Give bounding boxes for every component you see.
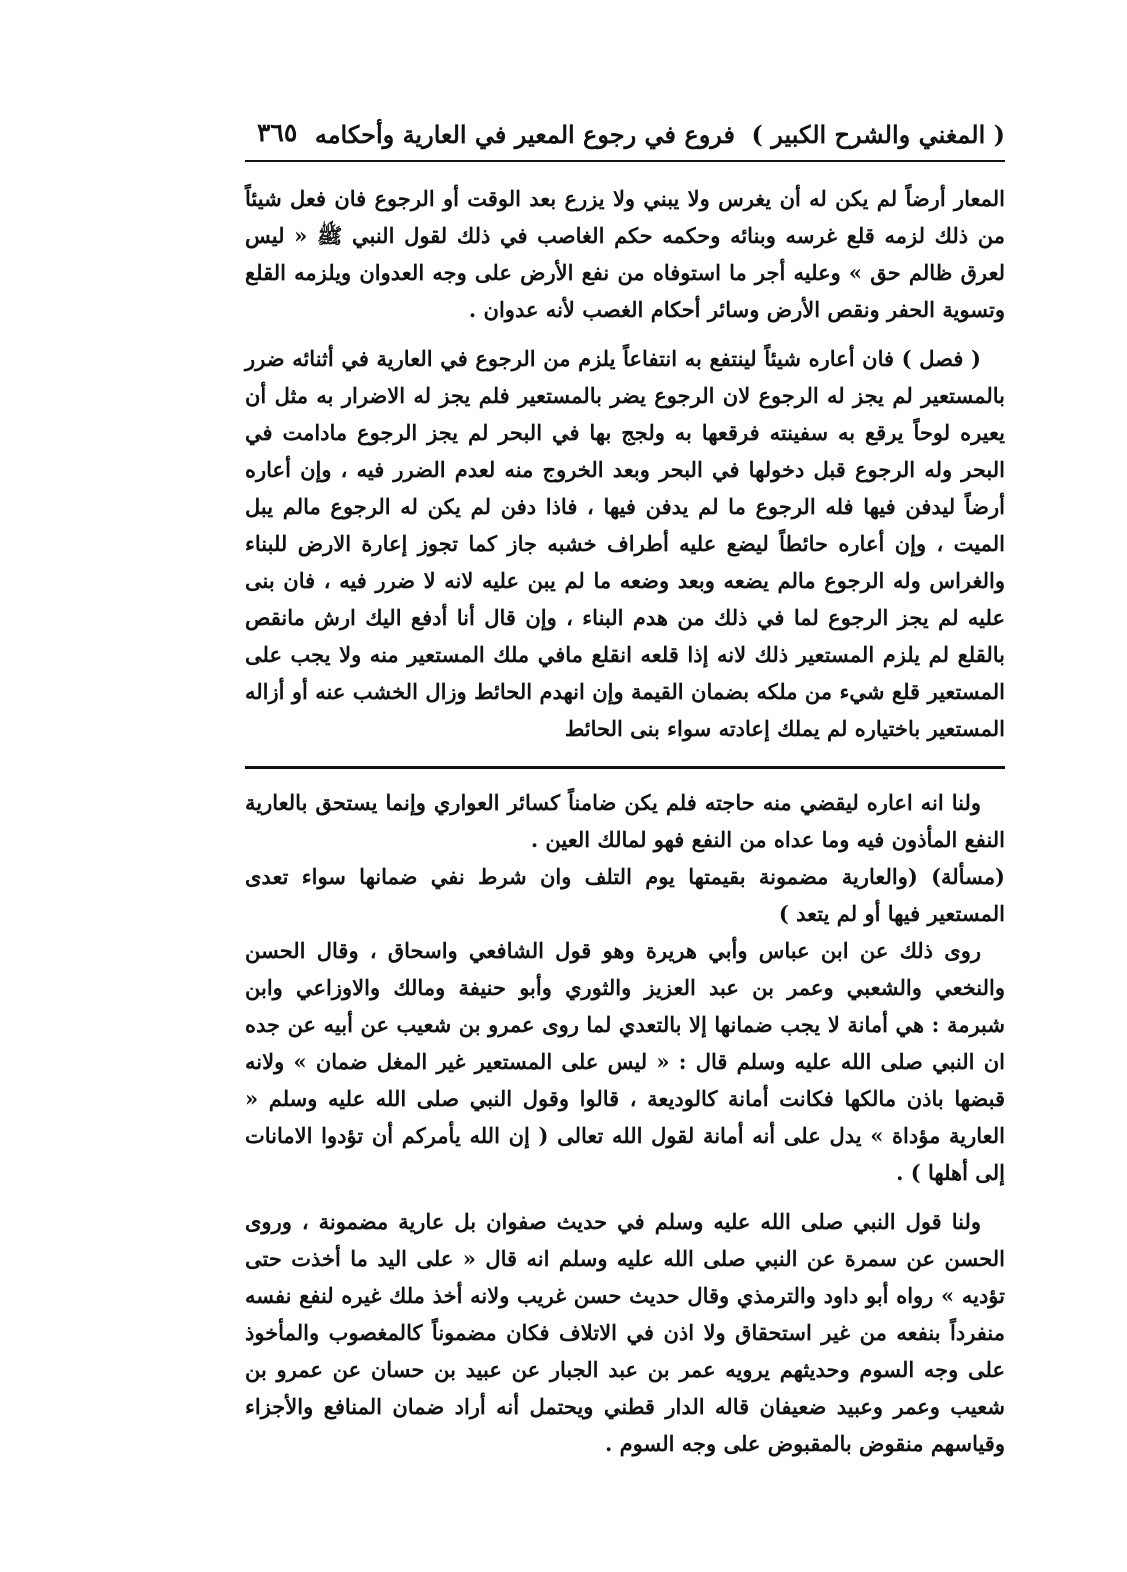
sharh-paragraph: المعار أرضاً لم يكن له أن يغرس ولا يبني ولا يزرع بعد الوقت أو الرجوع فان فعل شيئاً من ذلك لزمه قلع غرسه وبنائه وحكمه حكم الغاصب في ذلك لقول النبي ﷺ « ليس لعرق ظالم حق » وعليه أجر ما استوفاه من نفع الأرض على وجه العدوان ويلزمه القلع وتسوية الحفر ونقص الأرض وسائر أحكام الغصب لأنه عدوان .: [245, 186, 1005, 322]
masala-heading: (مسألة) (والعارية مضمونة بقيمتها يوم التلف وان شرط نفي ضمانها سواء تعدى المستعير فيها أو لم يتعد ): [245, 864, 1005, 926]
page-number: ٣٦٥: [257, 118, 298, 147]
sharh-section: [245, 180, 1005, 747]
header-rule: [245, 160, 1005, 162]
page-header: [245, 118, 1005, 158]
section-divider: [245, 766, 1005, 769]
sharh-paragraph: ( فصل ) فان أعاره شيئاً لينتفع به انتفاعاً يلزم من الرجوع في العارية في أثنائه ضرر بالمستعير لم يجز له الرجوع لان الرجوع يضر بالمستعير فلم يجز له الاضرار به مثل أن يعيره لوحاً يرقع به سفينته فرقعها به ولجج بها في البحر لم يجز الرجوع مادامت في البحر وله الرجوع قبل دخولها في البحر وبعد الخروج منه لعدم الضرر فيه ، وإن أعاره أرضاً ليدفن فيها فله الرجوع ما لم يدفن فيها ، فاذا دفن لم يكن له الرجوع مالم يبل الميت ، وإن أعاره حائطاً ليضع عليه أطراف خشبه جاز كما تجوز إعارة الارض للبناء والغراس وله الرجوع مالم يضعه وبعد وضعه ما لم يبن عليه لانه لا ضرر فيه ، فان بنى عليه لم يجز الرجوع لما في ذلك من هدم البناء ، وإن قال أنا أدفع اليك ارش مانقص بالقلع لم يلزم المستعير ذلك لانه إذا قلعه انقلع مافي ملك المستعير منه ولا يجب على المستعير قلع شيء من ملكه بضمان القيمة وإن انهدم الحائط وزال الخشب عنه أو أزاله المستعير باختياره لم يملك إعادته سواء بنى الحائط: [245, 346, 1005, 741]
header-book-title: ( المغني والشرح الكبير ): [751, 120, 1005, 149]
mughni-paragraph: ولنا قول النبي صلى الله عليه وسلم في حديث صفوان بل عارية مضمونة ، وروى الحسن عن سمرة عن النبي صلى الله عليه وسلم انه قال « على اليد ما أخذت حتى تؤديه » رواه أبو داود والترمذي وقال حديث حسن غريب ولانه أخذ ملك غيره لنفع نفسه منفرداً بنفعه من غير استحقاق ولا اذن في الاتلاف فكان مضموناً كالمغصوب والمأخوذ على وجه السوم وحديثهم يرويه عمر بن عبد الجبار عن عبيد بن حسان عن عمرو بن شعيب وعمر وعبيد ضعيفان قاله الدار قطني ويحتمل أنه أراد ضمان المنافع والأجزاء وقياسهم منقوض بالمقبوض على وجه السوم .: [245, 1209, 1005, 1456]
mughni-paragraph: ولنا انه اعاره ليقضي منه حاجته فلم يكن ضامناً كسائر العواري وإنما يستحق بالعارية النفع المأذون فيه وما عداه من النفع فهو لمالك العين .: [245, 790, 1005, 852]
mughni-section: [245, 784, 1005, 1462]
header-section-title: فروع في رجوع المعير في العارية وأحكامه: [314, 120, 735, 149]
mughni-paragraph: روى ذلك عن ابن عباس وأبي هريرة وهو قول الشافعي واسحاق ، وقال الحسن والنخعي والشعبي وعمر بن عبد العزيز والثوري وأبو حنيفة ومالك والاوزاعي وابن شبرمة : هي أمانة لا يجب ضمانها إلا بالتعدي لما روى عمرو بن شعيب عن أبيه عن جده ان النبي صلى الله عليه وسلم قال : « ليس على المستعير غير المغل ضمان » ولانه قبضها باذن مالكها فكانت أمانة كالوديعة ، قالوا وقول النبي صلى الله عليه وسلم « العارية مؤداة » يدل على أنه أمانة لقول الله تعالى ( إن الله يأمركم أن تؤدوا الامانات إلى أهلها ) .: [245, 938, 1005, 1185]
